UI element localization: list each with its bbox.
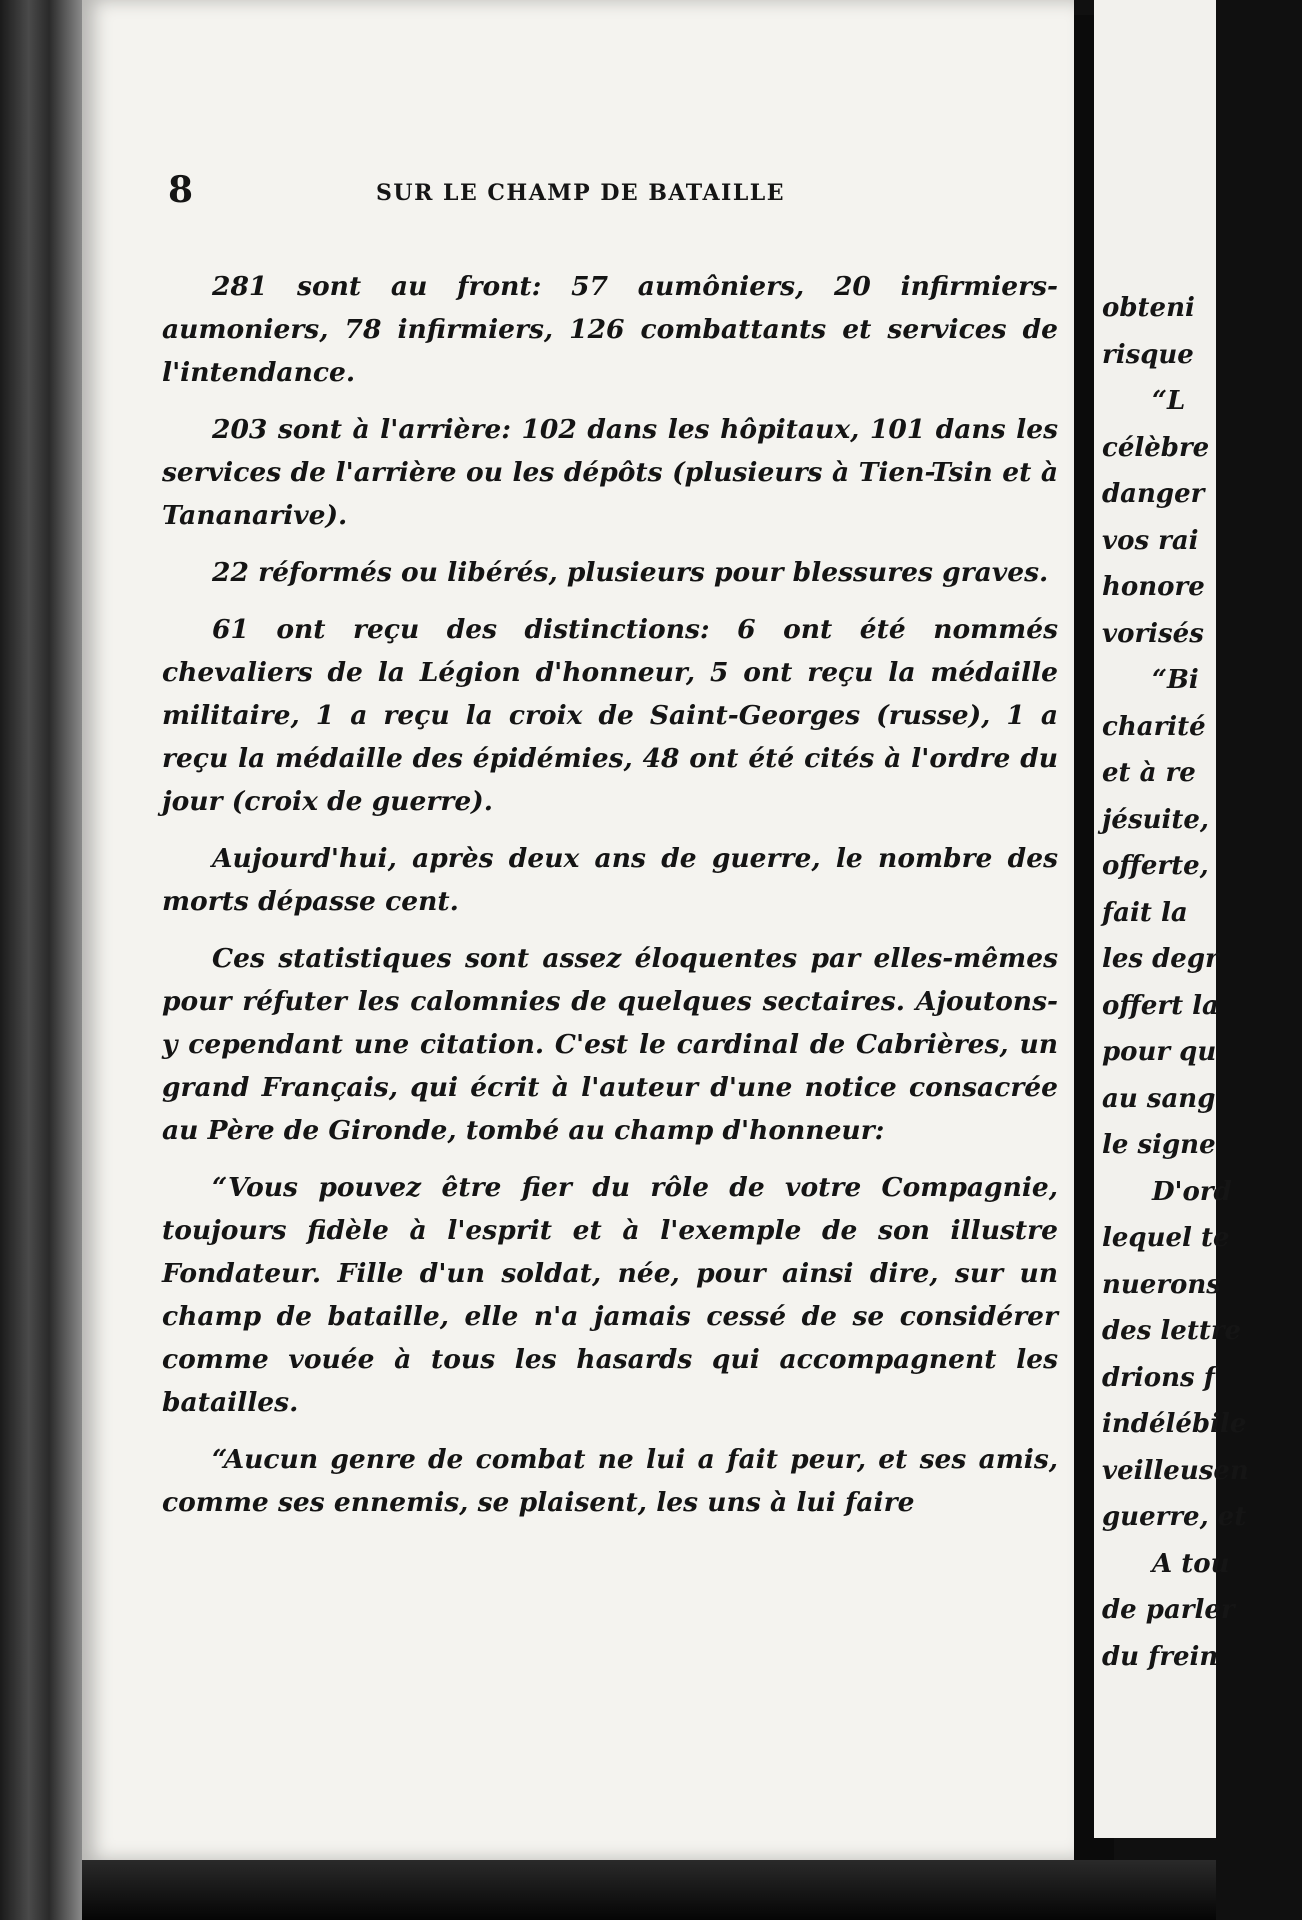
paragraph-reformes: 22 réformés ou libérés, plusieurs pour blessures graves. (212, 557, 1049, 588)
facing-page (1094, 0, 1249, 1838)
facing-line: drions f (1102, 1362, 1215, 1393)
facing-line: et à re (1102, 758, 1196, 788)
facing-line: charité (1102, 711, 1206, 742)
paragraph-quote-2: “Aucun genre de combat ne lui a fait peur, et ses amis, comme ses ennemis, se plaisent, les uns à lui faire (162, 1444, 1058, 1518)
running-title: SUR LE CHAMP DE BATAILLE (376, 180, 786, 206)
paragraph-statistiques: Ces statistiques sont assez éloquentes par elles-mêmes pour réfuter les calomnies de quelques sectaires. Ajoutons-y cependant une citation. C'est le cardinal de Cabrières, un grand Français, qui écrit à l'auteur d'une notice consacrée au Père de Gironde, tombé au champ d'honneur: (162, 943, 1058, 1146)
facing-line: “Bi (1152, 665, 1199, 695)
facing-page-text (1102, 285, 1302, 1680)
facing-line: risque (1102, 339, 1194, 370)
facing-line: jésuite, (1102, 804, 1209, 835)
facing-line: danger (1102, 479, 1205, 509)
page-number: 8 (168, 169, 194, 211)
body-text (162, 265, 1058, 1538)
paragraph-distinctions: 61 ont reçu des distinctions: 6 ont été nommés chevaliers de la Légion d'honneur, 5 ont reçu la médaille militaire, 1 a reçu la croix de Saint-Georges (russe), 1 a reçu la médaille des épidémies, 48 ont été cités à l'ordre du jour (croix de guerre). (162, 614, 1058, 817)
facing-line: offerte, (1102, 851, 1209, 881)
facing-line: pour qu (1102, 1037, 1217, 1067)
facing-line: D'ord (1152, 1176, 1232, 1207)
facing-line: offert la (1102, 990, 1219, 1021)
facing-line: au sang (1102, 1083, 1216, 1114)
facing-line: guerre, et (1102, 1502, 1247, 1532)
facing-line: obteni (1102, 293, 1195, 323)
facing-line: A tou (1152, 1548, 1230, 1579)
facing-line: vorisés (1102, 618, 1204, 649)
paragraph-rear: 203 sont à l'arrière: 102 dans les hôpitaux, 101 dans les services de l'arrière ou les dépôts (plusieurs à Tien-Tsin et à Tananarive). (162, 414, 1058, 531)
facing-line: du frein (1102, 1641, 1219, 1672)
facing-line: fait la (1102, 897, 1188, 928)
facing-line: les degr (1102, 944, 1219, 974)
paragraph-aujourdhui: Aujourd'hui, après deux ans de guerre, le nombre des morts dépasse cent. (162, 843, 1058, 917)
book-binding-left (0, 0, 82, 1920)
facing-line: de parler (1102, 1595, 1235, 1625)
facing-line: célèbre (1102, 432, 1210, 463)
facing-line: indélébile (1102, 1409, 1247, 1439)
facing-line: honore (1102, 572, 1205, 602)
facing-line: vos rai (1102, 525, 1199, 556)
book-bottom-edge (82, 1860, 1216, 1920)
facing-line: “L (1152, 386, 1186, 416)
paragraph-front: 281 sont au front: 57 aumôniers, 20 infirmiers-aumoniers, 78 infirmiers, 126 combattants et services de l'intendance. (162, 271, 1058, 388)
facing-line: nuerons (1102, 1269, 1221, 1300)
facing-line: le signe (1102, 1130, 1216, 1160)
paragraph-quote-1: “Vous pouvez être fier du rôle de votre Compagnie, toujours fidèle à l'esprit et à l'exemple de son illustre Fondateur. Fille d'un soldat, née, pour ainsi dire, sur un champ de bataille, elle n'a jamais cessé de se considérer comme vouée à tous les hasards qui accompagnent les batailles. (162, 1172, 1058, 1418)
facing-line: lequel te (1102, 1223, 1230, 1253)
facing-line: des lettre (1102, 1316, 1242, 1346)
facing-line: veilleusen (1102, 1455, 1249, 1486)
